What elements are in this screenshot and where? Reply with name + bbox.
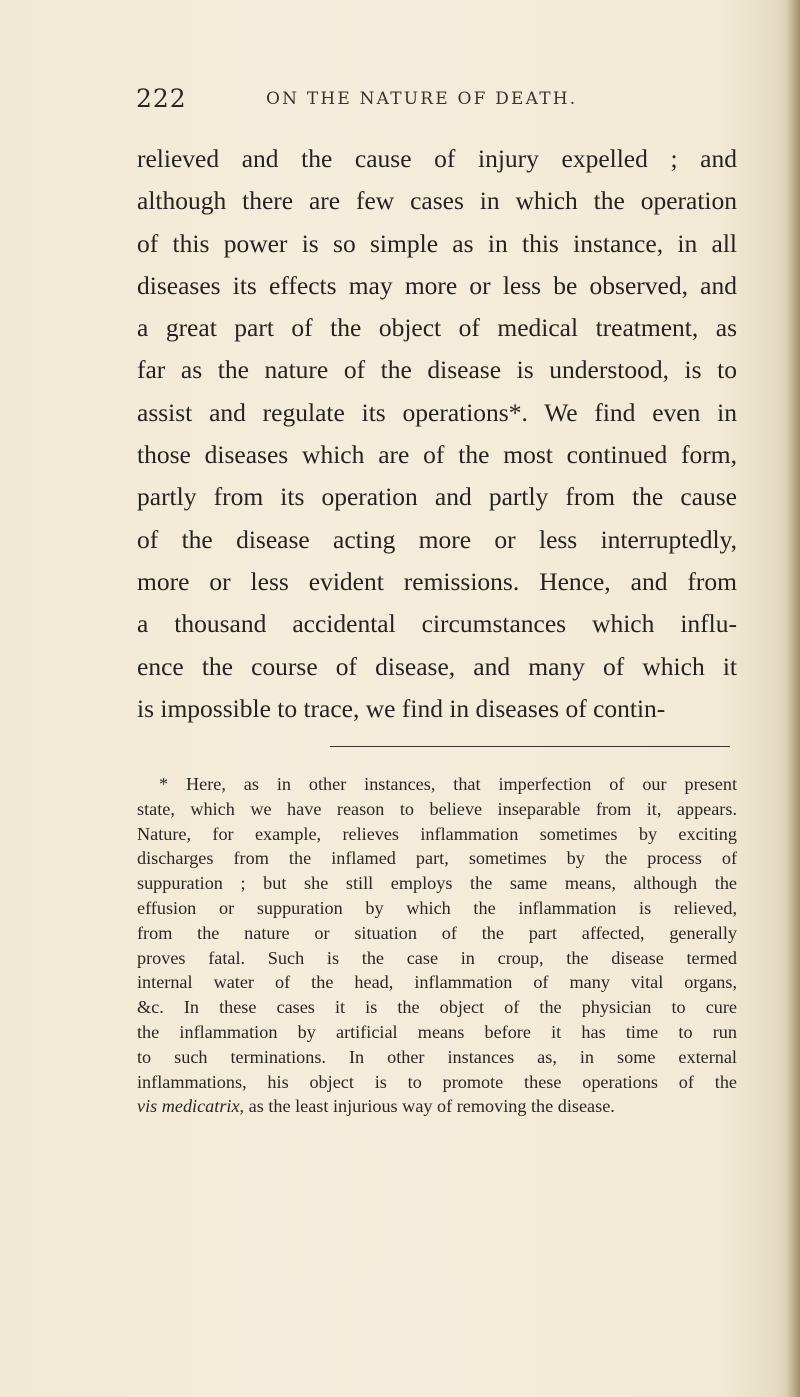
body-line: although there are few cases in which the operation — [137, 186, 737, 216]
body-text — [137, 138, 737, 730]
body-line: far as the nature of the disease is understood, is to — [137, 355, 737, 385]
body-line: diseases its effects may more or less be observed, and — [137, 270, 737, 300]
running-head — [136, 84, 736, 120]
body-line: those diseases which are of the most continued form, — [137, 440, 737, 470]
body-line: ence the course of disease, and many of which it — [137, 651, 737, 681]
footnote-last-text: as the least injurious way of removing the disease. — [244, 1096, 615, 1117]
footnote-line: suppuration ; but she still employs the same means, although the — [137, 873, 737, 894]
body-line: relieved and the cause of injury expelled ; and — [137, 144, 737, 173]
body-line: of this power is so simple as in this instance, in all — [137, 228, 737, 258]
running-head-title: ON THE NATURE OF DEATH. — [266, 89, 578, 109]
body-line: of the disease acting more or less interruptedly, — [137, 524, 737, 554]
body-line: partly from its operation and partly from the cause — [137, 482, 737, 512]
footnote-line: inflammations, his object is to promote these operations of the — [137, 1071, 737, 1092]
body-line: a thousand accidental circumstances which influ- — [137, 609, 737, 639]
footnote — [137, 772, 737, 1119]
footnote-line: Nature, for example, relieves inflammation sometimes by exciting — [137, 823, 737, 844]
footnote-line: from the nature or situation of the part affected, generally — [137, 922, 737, 943]
footnote-line: &c. In these cases it is the object of the physician to cure — [137, 997, 737, 1018]
body-line: more or less evident remissions. Hence, and from — [137, 566, 737, 596]
page-number: 222 — [136, 84, 187, 113]
footnote-line: the inflammation by artificial means before it has time to run — [137, 1021, 737, 1042]
footnote-line: internal water of the head, inflammation of many vital organs, — [137, 972, 737, 993]
footnote-line: discharges from the inflamed part, sometimes by the process of — [137, 848, 737, 869]
body-line: assist and regulate its operations*. We find even in — [137, 397, 737, 427]
footnote-line: state, which we have reason to believe inseparable from it, appears. — [137, 798, 737, 819]
footnote-divider — [330, 746, 730, 747]
footnote-line: effusion or suppuration by which the inflammation is relieved, — [137, 897, 737, 918]
page-edge-shadow — [788, 0, 800, 1397]
footnote-line: * Here, as in other instances, that imperfection of our present — [159, 774, 737, 794]
footnote-line: to such terminations. In other instances as, in some external — [137, 1046, 737, 1067]
body-line: a great part of the object of medical treatment, as — [137, 313, 737, 343]
footnote-last-line — [137, 1094, 737, 1119]
footnote-italic-phrase: vis medicatrix, — [137, 1096, 245, 1117]
body-line: is impossible to trace, we find in diseases of contin- — [137, 693, 666, 723]
footnote-line: proves fatal. Such is the case in croup, the disease termed — [137, 947, 737, 968]
